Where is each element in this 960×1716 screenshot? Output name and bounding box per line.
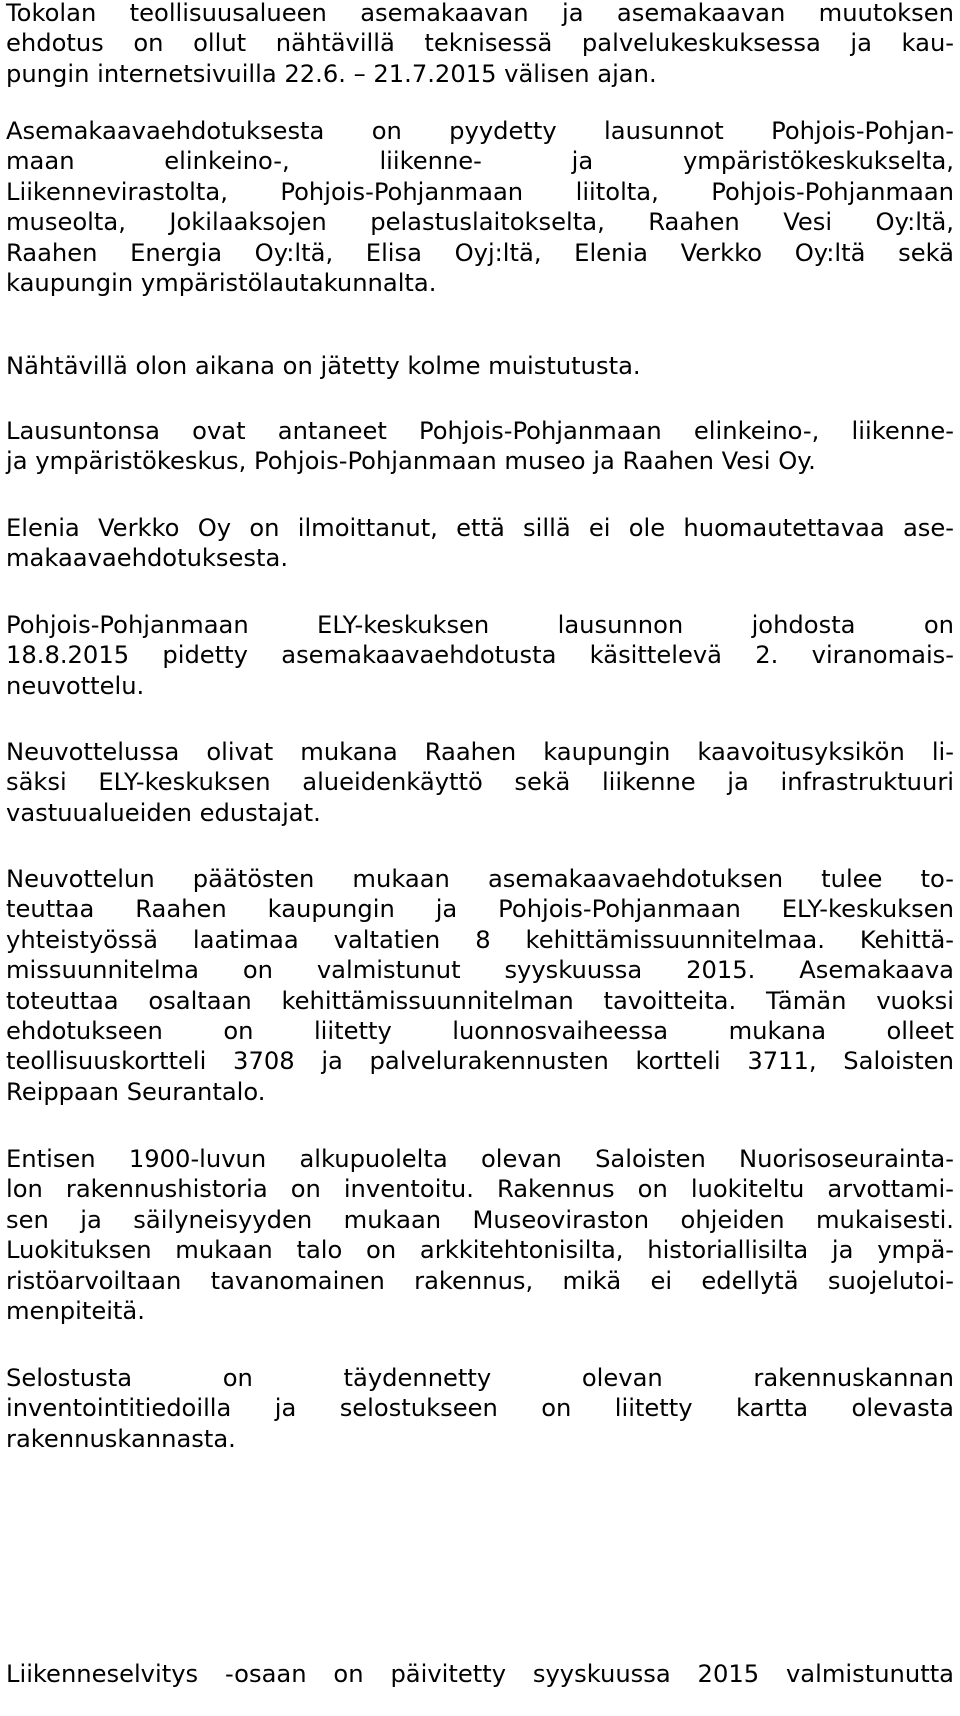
text-line: Lausuntonsa ovat antaneet Pohjois-Pohjanmaan elinkeino-, liikenne-: [6, 417, 954, 445]
text-line: 18.8.2015 pidetty asemakaavaehdotusta käsittelevä 2. viranomais-: [6, 641, 954, 670]
paragraph: [6, 116, 954, 298]
text-line: menpiteitä.: [6, 1296, 145, 1325]
text-line: rakennuskannasta.: [6, 1424, 236, 1453]
text-line: Entisen 1900-luvun alkupuolelta olevan Saloisten Nuorisoseurainta-: [6, 1145, 954, 1173]
text-line: toteuttaa osaltaan kehittämissuunnitelman tavoitteita. Tämän vuoksi: [6, 986, 954, 1015]
paragraph: [6, 864, 954, 1107]
text-line: Neuvottelussa olivat mukana Raahen kaupungin kaavoitusyksikön li-: [6, 738, 954, 766]
text-line: Nähtävillä olon aikana on jätetty kolme muistutusta.: [6, 352, 641, 380]
text-line: makaavaehdotuksesta.: [6, 544, 289, 573]
paragraph: [6, 1144, 954, 1326]
text-line: ja ympäristökeskus, Pohjois-Pohjanmaan museo ja Raahen Vesi Oy.: [6, 447, 816, 476]
text-line: Tokolan teollisuusalueen asemakaavan ja asemakaavan muutoksen: [6, 0, 954, 27]
paragraph: [6, 351, 954, 381]
text-line: kaupungin ympäristölautakunnalta.: [6, 268, 437, 297]
text-line: missuunnitelma on valmistunut syyskuussa 2015. Asemakaava: [6, 956, 954, 985]
text-line: vastuualueiden edustajat.: [6, 798, 321, 827]
paragraph: [6, 1363, 954, 1454]
text-line: Neuvottelun päätösten mukaan asemakaavaehdotuksen tulee to-: [6, 865, 954, 893]
text-line: museolta, Jokilaaksojen pelastuslaitokselta, Raahen Vesi Oy:ltä,: [6, 208, 954, 237]
text-line: teollisuuskortteli 3708 ja palvelurakennusten kortteli 3711, Saloisten: [6, 1047, 954, 1076]
text-line: pungin internetsivuilla 22.6. – 21.7.2015 välisen ajan.: [6, 59, 657, 88]
paragraph: [6, 610, 954, 701]
text-line: Reippaan Seurantalo.: [6, 1077, 266, 1106]
text-line: Raahen Energia Oy:ltä, Elisa Oyj:ltä, Elenia Verkko Oy:ltä sekä: [6, 238, 954, 267]
paragraph: [6, 513, 954, 574]
text-line: Liikenneselvitys -osaan on päivitetty syyskuussa 2015 valmistunutta: [6, 1660, 954, 1688]
text-line: sen ja säilyneisyyden mukaan Museoviraston ohjeiden mukaisesti.: [6, 1205, 954, 1234]
text-line: Liikennevirastolta, Pohjois-Pohjanmaan liitolta, Pohjois-Pohjanmaan: [6, 177, 954, 206]
text-line: inventointitiedoilla ja selostukseen on liitetty kartta olevasta: [6, 1394, 954, 1423]
paragraph: [6, 416, 954, 477]
paragraph: [6, 737, 954, 828]
text-line: Pohjois-Pohjanmaan ELY-keskuksen lausunnon johdosta on: [6, 611, 954, 639]
text-line: maan elinkeino-, liikenne- ja ympäristökeskukselta,: [6, 147, 954, 176]
paragraph: [6, 1659, 954, 1689]
text-line: Asemakaavaehdotuksesta on pyydetty lausunnot Pohjois-Pohjan-: [6, 117, 954, 145]
text-line: säksi ELY-keskuksen alueidenkäyttö sekä liikenne ja infrastruktuuri: [6, 768, 954, 797]
text-line: yhteistyössä laatimaa valtatien 8 kehittämissuunnitelmaa. Kehittä-: [6, 925, 954, 954]
text-line: neuvottelu.: [6, 671, 145, 700]
text-line: lon rakennushistoria on inventoitu. Rakennus on luokiteltu arvottami-: [6, 1175, 954, 1204]
text-line: Luokituksen mukaan talo on arkkitehtonisilta, historiallisilta ja ympä-: [6, 1236, 954, 1265]
text-line: ristöarvoiltaan tavanomainen rakennus, mikä ei edellytä suojelutoi-: [6, 1266, 954, 1295]
text-line: ehdotus on ollut nähtävillä teknisessä palvelukeskuksessa ja kau-: [6, 29, 954, 58]
text-line: Elenia Verkko Oy on ilmoittanut, että sillä ei ole huomautettavaa ase-: [6, 514, 954, 542]
paragraph: [6, 0, 954, 89]
text-line: ehdotukseen on liitetty luonnosvaiheessa mukana olleet: [6, 1016, 954, 1045]
text-line: teuttaa Raahen kaupungin ja Pohjois-Pohjanmaan ELY-keskuksen: [6, 895, 954, 924]
text-line: Selostusta on täydennetty olevan rakennuskannan: [6, 1364, 954, 1392]
